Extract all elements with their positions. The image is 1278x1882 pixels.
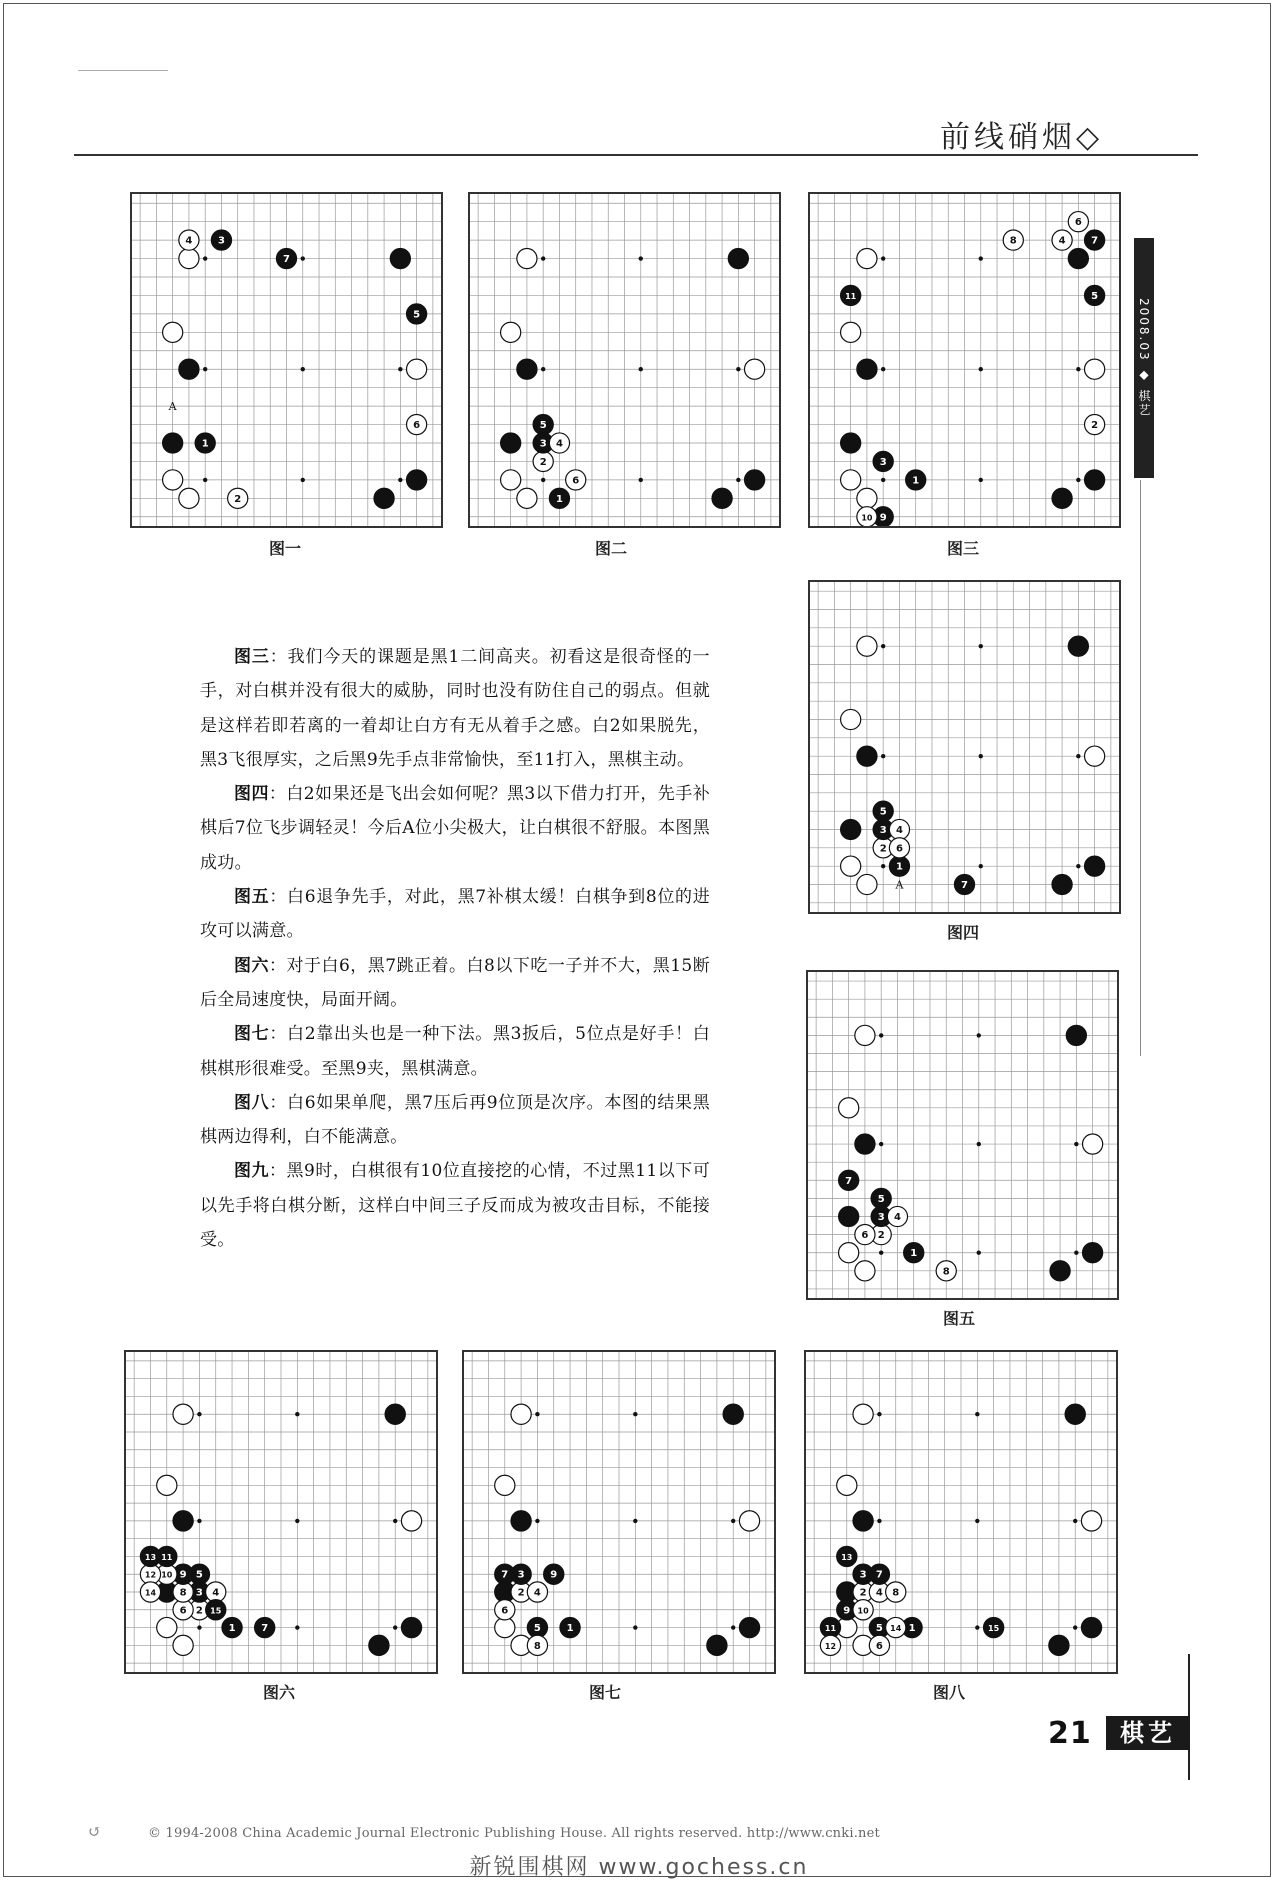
- black-stone: [839, 1206, 859, 1226]
- star-point: [535, 1519, 539, 1523]
- star-point: [975, 1625, 979, 1629]
- white-stone: [853, 1404, 873, 1424]
- black-stone: [374, 488, 394, 508]
- move-number: 3: [879, 825, 887, 836]
- star-point: [398, 478, 402, 482]
- star-point: [639, 478, 643, 482]
- star-point: [1073, 1519, 1077, 1523]
- move-number: 6: [572, 475, 580, 487]
- star-point: [736, 367, 740, 371]
- star-point: [731, 1625, 735, 1629]
- star-point: [1073, 1625, 1077, 1629]
- board-grid: [126, 1352, 436, 1672]
- move-number: 8: [892, 1587, 900, 1599]
- move-number: 2: [1091, 420, 1099, 432]
- move-number: 1: [228, 1623, 236, 1635]
- board-grid: [464, 1352, 774, 1672]
- caption-fig5: 图五: [942, 1309, 975, 1328]
- white-stone: [517, 488, 537, 508]
- black-stone: [1052, 874, 1072, 894]
- star-point: [1076, 864, 1080, 868]
- black-stone: [707, 1635, 727, 1655]
- star-point: [881, 864, 885, 868]
- white-stone: [401, 1511, 421, 1531]
- black-stone: [712, 488, 732, 508]
- move-number: 5: [195, 1569, 203, 1581]
- move-number: 13: [144, 1552, 157, 1562]
- move-number: 1: [555, 493, 563, 505]
- white-stone: [841, 470, 861, 490]
- black-stone: [517, 359, 537, 379]
- star-point: [881, 644, 885, 648]
- black-stone: [369, 1635, 389, 1655]
- move-number: 9: [843, 1605, 851, 1617]
- move-number: 1: [895, 861, 903, 873]
- star-point: [881, 478, 885, 482]
- white-stone: [179, 488, 199, 508]
- white-stone: [857, 248, 877, 268]
- scan-mark-icon: ↺: [88, 1822, 102, 1841]
- go-diagram-3: [808, 192, 1121, 528]
- star-point: [639, 367, 643, 371]
- star-point: [295, 1412, 299, 1416]
- move-number: 8: [533, 1640, 541, 1652]
- white-stone: [1085, 359, 1105, 379]
- black-stone: [728, 248, 748, 268]
- white-stone: [1081, 1511, 1101, 1531]
- star-point: [633, 1412, 637, 1416]
- move-number: 6: [413, 420, 421, 432]
- header-dash: [78, 70, 168, 71]
- black-stone: [857, 746, 877, 766]
- move-number: 2: [877, 1230, 885, 1242]
- caption-fig4: 图四: [946, 923, 979, 942]
- board-grid: [132, 194, 441, 526]
- star-point: [301, 478, 305, 482]
- star-point: [295, 1625, 299, 1629]
- move-number: 2: [859, 1587, 867, 1599]
- star-point: [633, 1519, 637, 1523]
- section-title: 前线硝烟◇: [940, 120, 1104, 155]
- white-stone: [495, 1475, 515, 1495]
- white-stone: [739, 1511, 759, 1531]
- star-point: [881, 256, 885, 260]
- go-diagram-2: [468, 192, 781, 528]
- star-point: [975, 1412, 979, 1416]
- move-number: 4: [533, 1587, 541, 1599]
- star-point: [975, 1519, 979, 1523]
- move-number: 4: [1058, 235, 1066, 247]
- star-point: [541, 367, 545, 371]
- go-diagram-1: [130, 192, 443, 528]
- star-point: [881, 754, 885, 758]
- board-grid: [810, 194, 1119, 526]
- star-point: [877, 1519, 881, 1523]
- star-point: [541, 478, 545, 482]
- white-stone: [839, 1098, 859, 1118]
- star-point: [197, 1519, 201, 1523]
- white-stone: [857, 874, 877, 894]
- move-number: 9: [879, 512, 887, 524]
- point-label: A: [895, 878, 904, 892]
- caption-fig3: 图三: [946, 539, 979, 558]
- page-number: 21: [1048, 1716, 1092, 1751]
- black-stone: [853, 1511, 873, 1531]
- star-point: [1076, 754, 1080, 758]
- go-diagram-7: [462, 1350, 776, 1674]
- move-number: 11: [845, 291, 857, 301]
- star-point: [301, 367, 305, 371]
- move-number: 7: [501, 1569, 509, 1581]
- move-number: 15: [988, 1624, 1000, 1634]
- board-grid: [470, 194, 779, 526]
- white-stone: [857, 636, 877, 656]
- white-stone: [839, 1243, 859, 1263]
- black-stone: [1083, 1243, 1103, 1263]
- white-stone: [745, 359, 765, 379]
- white-stone: [173, 1404, 193, 1424]
- move-number: 10: [857, 1606, 869, 1616]
- move-number: 2: [195, 1605, 203, 1617]
- caption-fig6: 图六: [262, 1683, 295, 1702]
- move-number: 9: [179, 1569, 187, 1581]
- white-stone: [855, 1025, 875, 1045]
- white-stone: [157, 1475, 177, 1495]
- star-point: [1074, 1142, 1078, 1146]
- paragraph-fig5: 图五：白6退争先手，对此，黑7补棋太缓！白棋争到8位的进攻可以满意。: [200, 887, 710, 942]
- move-number: 1: [910, 1248, 918, 1260]
- caption-fig2: 图二: [594, 539, 627, 558]
- move-number: 7: [1091, 235, 1099, 247]
- move-number: 8: [179, 1587, 187, 1599]
- move-number: 7: [875, 1569, 883, 1581]
- move-number: 2: [879, 843, 887, 855]
- star-point: [295, 1519, 299, 1523]
- white-stone: [855, 1261, 875, 1281]
- black-stone: [1052, 488, 1072, 508]
- move-number: 3: [877, 1212, 885, 1223]
- move-number: 6: [501, 1605, 509, 1617]
- caption-fig8: 图八: [932, 1683, 965, 1702]
- caption-fig1: 图一: [268, 539, 301, 558]
- move-number: 11: [161, 1552, 173, 1562]
- star-point: [1074, 1251, 1078, 1255]
- black-stone: [739, 1617, 759, 1637]
- star-point: [731, 1519, 735, 1523]
- star-point: [1076, 478, 1080, 482]
- move-number: 12: [144, 1570, 157, 1580]
- white-stone: [501, 470, 521, 490]
- move-number: 4: [893, 1212, 901, 1223]
- move-number: 6: [895, 843, 903, 855]
- move-number: 3: [859, 1569, 867, 1581]
- magazine-name: 棋艺: [1106, 1716, 1190, 1750]
- star-point: [301, 256, 305, 260]
- black-stone: [1085, 856, 1105, 876]
- star-point: [979, 367, 983, 371]
- white-stone: [841, 709, 861, 729]
- board-grid: [806, 1352, 1116, 1672]
- move-number: 1: [912, 475, 920, 487]
- move-number: 4: [212, 1587, 220, 1599]
- move-number: 5: [533, 1623, 541, 1635]
- move-number: 13: [841, 1552, 853, 1562]
- star-point: [979, 256, 983, 260]
- star-point: [541, 256, 545, 260]
- black-stone: [390, 248, 410, 268]
- move-number: 6: [861, 1230, 869, 1242]
- white-stone: [179, 248, 199, 268]
- move-number: 4: [875, 1587, 883, 1599]
- move-number: 11: [824, 1624, 837, 1634]
- black-stone: [401, 1617, 421, 1637]
- star-point: [535, 1412, 539, 1416]
- black-stone: [1050, 1261, 1070, 1281]
- move-number: 15: [210, 1606, 222, 1616]
- white-stone: [163, 322, 183, 342]
- black-stone: [1065, 1404, 1085, 1424]
- move-number: 3: [195, 1587, 203, 1599]
- paragraph-fig8: 图八：白6如果单爬，黑7压后再9位顶是次序。本图的结果黑棋两边得利，白不能满意。: [200, 1092, 710, 1148]
- black-stone: [385, 1404, 405, 1424]
- star-point: [879, 1142, 883, 1146]
- move-number: 2: [517, 1587, 525, 1599]
- star-point: [203, 256, 207, 260]
- black-stone: [1068, 636, 1088, 656]
- move-number: 1: [201, 438, 209, 450]
- move-number: 5: [413, 309, 421, 321]
- move-number: 14: [890, 1624, 902, 1634]
- move-number: 5: [877, 1193, 885, 1205]
- black-stone: [407, 470, 427, 490]
- star-point: [977, 1251, 981, 1255]
- copyright-line: © 1994-2008 China Academic Journal Electronic Publishing House. All rights reserved. http://www.cnki.net: [148, 1826, 880, 1841]
- star-point: [736, 478, 740, 482]
- point-label: A: [168, 400, 177, 414]
- white-stone: [837, 1475, 857, 1495]
- issue-side-tab: 2008.03 ◆ 棋艺: [1134, 238, 1154, 478]
- black-stone: [173, 1511, 193, 1531]
- side-rule: [1140, 480, 1141, 1056]
- move-number: 3: [517, 1569, 525, 1581]
- move-number: 7: [845, 1175, 853, 1187]
- star-point: [197, 1625, 201, 1629]
- move-number: 12: [824, 1641, 837, 1651]
- board-grid: [808, 972, 1117, 1298]
- move-number: 3: [539, 438, 547, 450]
- watermark: 新锐围棋网 www.gochess.cn: [469, 1855, 809, 1880]
- article-body: [200, 640, 710, 1257]
- move-number: 5: [879, 806, 887, 818]
- white-stone: [841, 322, 861, 342]
- star-point: [393, 1519, 397, 1523]
- star-point: [979, 644, 983, 648]
- move-number: 6: [1074, 217, 1082, 229]
- black-stone: [855, 1134, 875, 1154]
- move-number: 10: [861, 513, 873, 523]
- caption-fig7: 图七: [588, 1683, 621, 1702]
- black-stone: [745, 470, 765, 490]
- move-number: 1: [908, 1623, 916, 1635]
- move-number: 6: [179, 1605, 187, 1617]
- star-point: [979, 864, 983, 868]
- black-stone: [1066, 1025, 1086, 1045]
- move-number: 6: [875, 1640, 883, 1652]
- move-number: 3: [217, 235, 225, 247]
- go-diagram-6: [124, 1350, 438, 1674]
- white-stone: [163, 470, 183, 490]
- star-point: [877, 1412, 881, 1416]
- star-point: [881, 367, 885, 371]
- star-point: [639, 256, 643, 260]
- move-number: 8: [942, 1266, 950, 1278]
- star-point: [197, 1412, 201, 1416]
- star-point: [879, 1251, 883, 1255]
- go-diagram-8: [804, 1350, 1118, 1674]
- white-stone: [173, 1635, 193, 1655]
- white-stone: [157, 1617, 177, 1637]
- move-number: 8: [1009, 235, 1017, 247]
- star-point: [879, 1033, 883, 1037]
- star-point: [979, 478, 983, 482]
- white-stone: [1083, 1134, 1103, 1154]
- move-number: 9: [550, 1569, 558, 1581]
- move-number: 5: [1091, 290, 1099, 302]
- go-diagram-4: [808, 580, 1121, 914]
- white-stone: [841, 856, 861, 876]
- star-point: [203, 367, 207, 371]
- white-stone: [517, 248, 537, 268]
- star-point: [977, 1033, 981, 1037]
- move-number: 7: [961, 880, 968, 891]
- move-number: 1: [566, 1623, 574, 1635]
- move-number: 7: [283, 254, 290, 266]
- paragraph-fig7: 图七：白2靠出头也是一种下法。黑3扳后，5位点是好手！白棋棋形很难受。至黑9夹，黑棋满意。: [200, 1024, 710, 1079]
- move-number: 3: [879, 456, 887, 468]
- black-stone: [1068, 248, 1088, 268]
- black-stone: [511, 1511, 531, 1531]
- move-number: 7: [261, 1623, 269, 1635]
- move-number: 2: [234, 493, 242, 505]
- black-stone: [179, 359, 199, 379]
- paragraph-fig3: 图三：我们今天的课题是黑1二间高夹。初看这是很奇怪的一手，对白棋并没有很大的威胁，同时也没有防住自己的弱点。但就是这样若即若离的一着却让白方有无从着手之感。白2如果脱先，黑3飞很厚实，之后黑9先手点非常愉快，至11打入，黑棋主动。: [200, 647, 710, 770]
- black-stone: [723, 1404, 743, 1424]
- board-grid: [810, 582, 1119, 912]
- white-stone: [1085, 746, 1105, 766]
- paragraph-fig9: 图九：黑9时，白棋很有10位直接挖的心情，不过黑11以下可以先手将白棋分断，这样白中间三子反而成为被攻击目标，不能接受。: [200, 1161, 710, 1251]
- move-number: 4: [895, 825, 903, 836]
- move-number: 14: [144, 1588, 157, 1598]
- black-stone: [857, 359, 877, 379]
- white-stone: [501, 322, 521, 342]
- star-point: [977, 1142, 981, 1146]
- move-number: 4: [555, 438, 563, 450]
- black-stone: [1049, 1635, 1069, 1655]
- star-point: [633, 1625, 637, 1629]
- black-stone: [841, 819, 861, 839]
- white-stone: [511, 1404, 531, 1424]
- move-number: 4: [185, 235, 193, 247]
- black-stone: [1081, 1617, 1101, 1637]
- white-stone: [857, 488, 877, 508]
- move-number: 10: [161, 1570, 173, 1580]
- black-stone: [163, 433, 183, 453]
- star-point: [203, 478, 207, 482]
- black-stone: [501, 433, 521, 453]
- star-point: [398, 367, 402, 371]
- header-rule: [74, 154, 1198, 156]
- star-point: [979, 754, 983, 758]
- move-number: 2: [539, 456, 547, 468]
- star-point: [1076, 367, 1080, 371]
- paragraph-fig4: 图四：白2如果还是飞出会如何呢？黑3以下借力打开，先手补棋后7位飞步调轻灵！今后A位小尖极大，让白棋很不舒服。本图黑成功。: [200, 784, 710, 873]
- white-stone: [407, 359, 427, 379]
- black-stone: [841, 433, 861, 453]
- go-diagram-5: [806, 970, 1119, 1300]
- move-number: 5: [875, 1623, 883, 1635]
- star-point: [393, 1625, 397, 1629]
- paragraph-fig6: 图六：对于白6，黑7跳正着。白8以下吃一子并不大，黑15断后全局速度快，局面开阔。: [200, 955, 710, 1010]
- move-number: 5: [539, 420, 547, 432]
- black-stone: [1085, 470, 1105, 490]
